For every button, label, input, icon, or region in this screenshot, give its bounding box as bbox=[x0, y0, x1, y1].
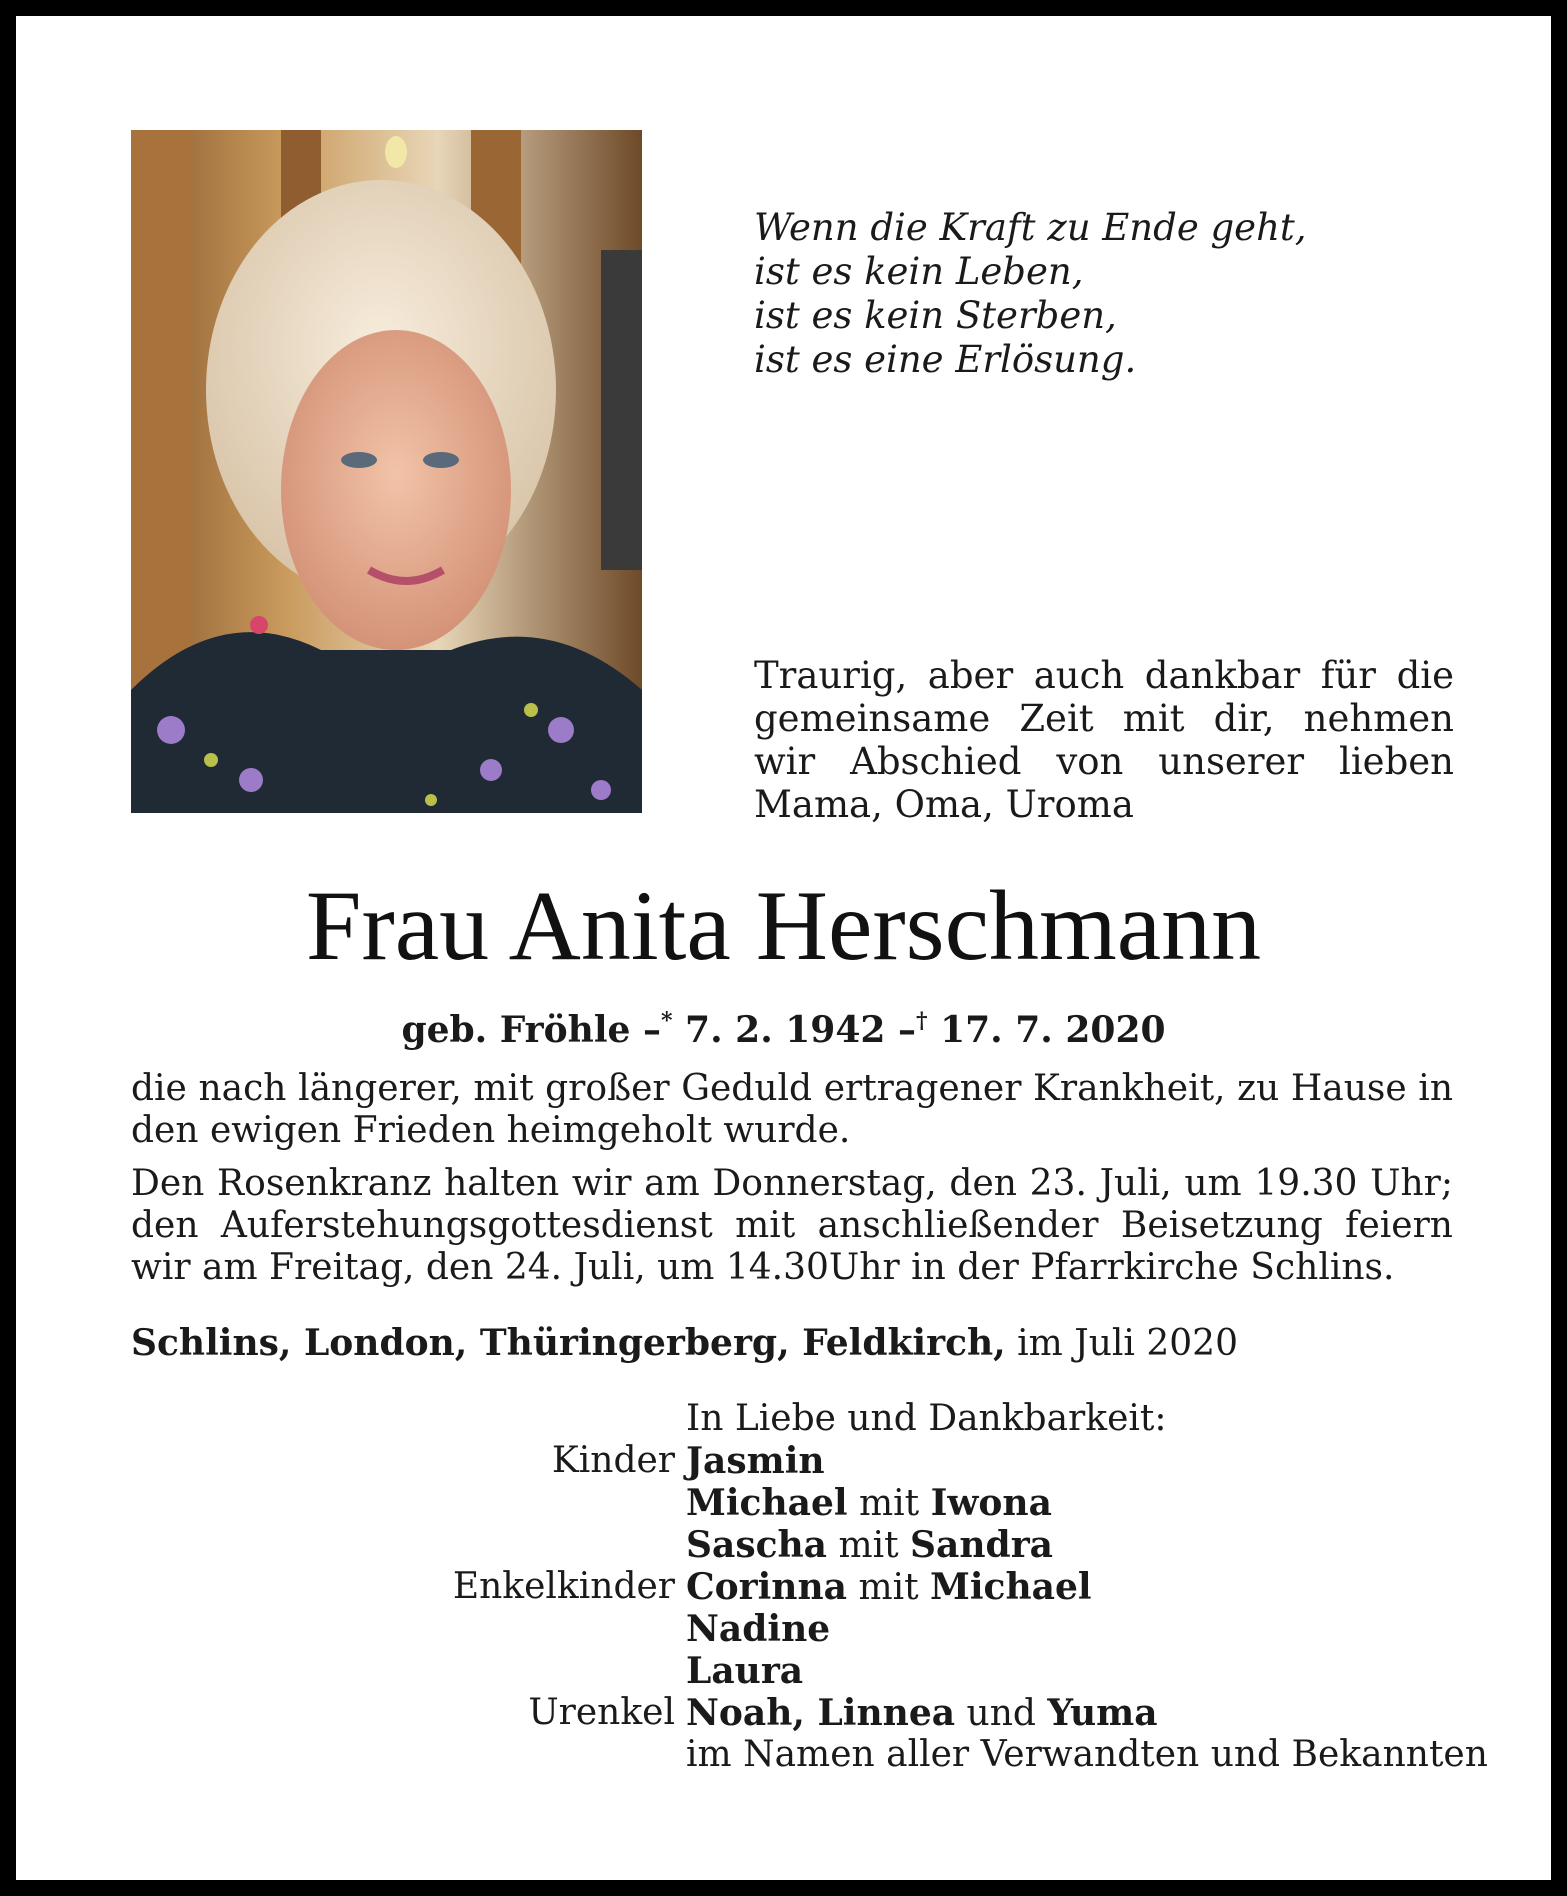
family-closing-row bbox=[16, 1734, 1551, 1776]
places-date: im Juli 2020 bbox=[1017, 1323, 1238, 1364]
family-name: Laura bbox=[686, 1650, 804, 1692]
family-label: Enkelkinder bbox=[452, 1566, 675, 1607]
poem-line: Wenn die Kraft zu Ende geht, bbox=[754, 206, 1307, 249]
portrait-photo-icon bbox=[131, 130, 642, 813]
poem bbox=[754, 206, 1307, 382]
deceased-name: Frau Anita Herschmann bbox=[305, 870, 1262, 981]
family-name: Corinna bbox=[686, 1566, 847, 1608]
body-paragraph-2: Den Rosenkranz halten wir am Donnerstag, den 23. Juli, um 19.30 Uhr; den Auferstehungsgottesdienst mit anschließender Beisetzung feiern wir am Freitag, den 24. Juli, um 14.30Uhr in der Pfarrkirche Schlins. bbox=[131, 1163, 1453, 1288]
family-name: Yuma bbox=[1047, 1692, 1158, 1734]
portrait-photo bbox=[131, 130, 642, 813]
family-heading-row bbox=[16, 1398, 1551, 1440]
family-row bbox=[16, 1440, 1551, 1482]
family-joiner: mit bbox=[858, 1567, 919, 1608]
family-row bbox=[16, 1524, 1551, 1566]
obituary-card bbox=[16, 16, 1551, 1880]
death-symbol: † bbox=[916, 1008, 928, 1034]
birth-symbol: * bbox=[660, 1008, 673, 1034]
separator: – bbox=[898, 1009, 917, 1051]
birth-date: 7. 2. 1942 bbox=[685, 1009, 886, 1051]
family-label: Kinder bbox=[551, 1440, 675, 1481]
birth-name: geb. Fröhle bbox=[401, 1009, 631, 1051]
family-name: Michael bbox=[686, 1482, 848, 1524]
poem-line: ist es kein Leben, bbox=[754, 250, 1084, 293]
family-joiner: mit bbox=[838, 1525, 899, 1566]
family-row bbox=[16, 1608, 1551, 1650]
poem-line: ist es eine Erlösung. bbox=[754, 338, 1137, 381]
life-dates bbox=[16, 999, 1551, 1052]
places-names: Schlins, London, Thüringerberg, Feldkirch, bbox=[131, 1322, 1006, 1364]
death-date: 17. 7. 2020 bbox=[940, 1009, 1166, 1051]
family-name: Jasmin bbox=[686, 1440, 825, 1482]
family-joiner: mit bbox=[858, 1483, 920, 1524]
family-name: Iwona bbox=[930, 1482, 1052, 1524]
family-row bbox=[16, 1482, 1551, 1524]
family-label: Urenkel bbox=[528, 1692, 675, 1733]
separator: – bbox=[642, 1009, 661, 1051]
family-closing: im Namen aller Verwandten und Bekannten bbox=[686, 1734, 1488, 1775]
family-name: Sandra bbox=[910, 1524, 1054, 1566]
family-list bbox=[16, 1398, 1551, 1776]
family-row bbox=[16, 1566, 1551, 1608]
intro-text: Traurig, aber auch dankbar für die gemeinsame Zeit mit dir, nehmen wir Abschied von unserer lieben Mama, Oma, Uroma bbox=[754, 654, 1454, 826]
poem-line: ist es kein Sterben, bbox=[754, 294, 1117, 337]
family-row bbox=[16, 1692, 1551, 1734]
family-joiner: und bbox=[966, 1693, 1036, 1734]
family-name: Noah, Linnea bbox=[686, 1692, 956, 1734]
family-name: Nadine bbox=[686, 1608, 831, 1650]
body-paragraph-1: die nach längerer, mit großer Geduld ertragener Krankheit, zu Hause in den ewigen Frieden heimgeholt wurde. bbox=[131, 1068, 1453, 1151]
family-name: Sascha bbox=[686, 1524, 828, 1566]
family-name: Michael bbox=[930, 1566, 1092, 1608]
family-row bbox=[16, 1650, 1551, 1692]
family-heading: In Liebe und Dankbarkeit: bbox=[686, 1398, 1167, 1439]
places-line bbox=[131, 1321, 1238, 1366]
